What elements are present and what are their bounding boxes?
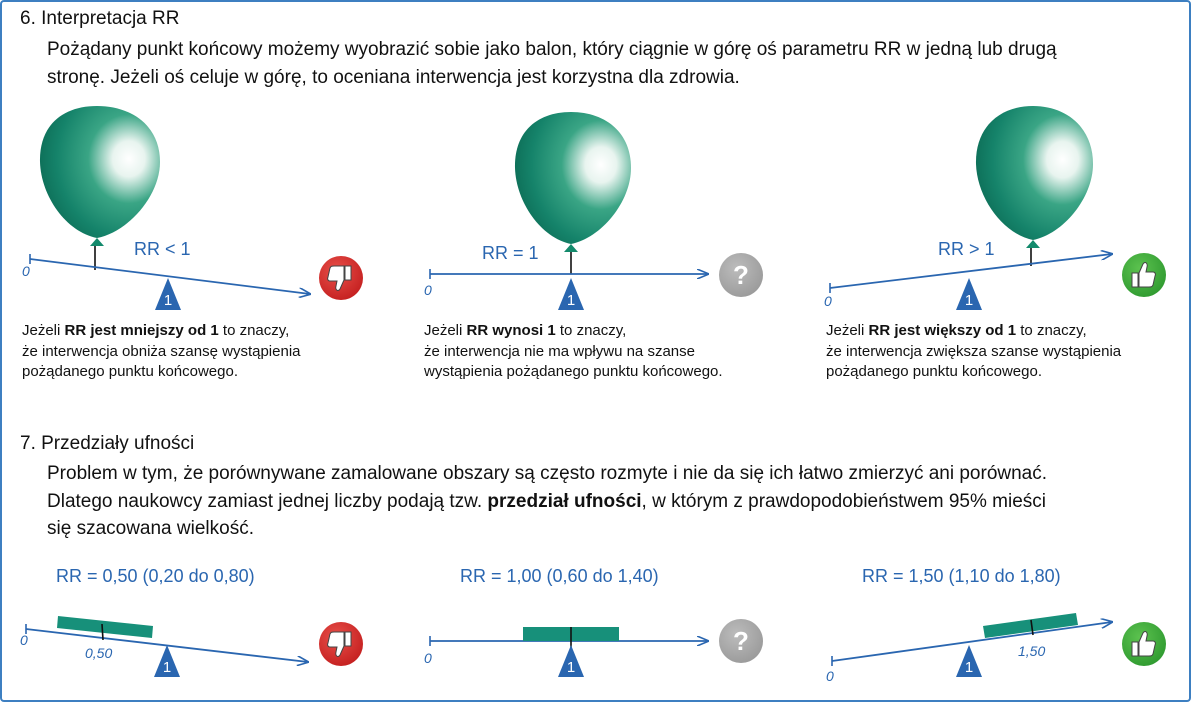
panel-rr-greater-than-1	[824, 106, 1166, 310]
section-7-line-1: Problem w tym, że porównywane zamalowane obszary są często rozmyte i nie da się ich łatwo zmierzyć ani porównać.	[47, 463, 1048, 484]
ci-panel-2	[424, 619, 763, 677]
fulcrum-label: 1	[964, 659, 974, 676]
section-6-line-1: Pożądany punkt końcowy możemy wyobrazić sobie jako balon, który ciągnie w górę oś parametru RR w jedną lub drugą	[47, 39, 1057, 60]
panel-rr-less-than-1	[22, 106, 363, 310]
rr-label: RR = 1	[482, 243, 539, 263]
thumbs-up-icon	[1122, 622, 1166, 666]
section-7-title: 7. Przedziały ufności	[20, 433, 195, 454]
thumbs-down-icon	[319, 622, 363, 666]
question-mark-icon	[719, 253, 763, 297]
fulcrum-label: 1	[566, 659, 576, 676]
thumbs-up-icon	[1122, 253, 1166, 297]
ci-panel-1	[20, 616, 363, 677]
section-6-line-2: stronę. Jeżeli oś celuje w górę, to oceniana interwencja jest korzystna dla zdrowia.	[47, 66, 740, 88]
point-estimate-label: 1,50	[1018, 643, 1046, 659]
section-6-title: 6. Interpretacja RR	[20, 8, 180, 29]
axis-zero-label: 0	[20, 632, 28, 648]
svg-text:?: ?	[733, 260, 749, 290]
svg-text:?: ?	[733, 626, 749, 656]
panel-rr-equals-1	[424, 112, 763, 310]
point-estimate-tick	[102, 624, 103, 640]
fulcrum-label: 1	[162, 659, 172, 676]
panel-1-description: Jeżeli RR jest mniejszy od 1 to znaczy, że interwencja obniża szansę wystąpienia pożądanego punktu końcowego.	[22, 322, 301, 380]
fulcrum-label: 1	[163, 292, 173, 309]
panel-2-description: Jeżeli RR wynosi 1 to znaczy, że interwencja nie ma wpływu na szanse wystąpienia pożądanego punktu końcowego.	[424, 322, 723, 380]
fulcrum-label: 1	[964, 292, 974, 309]
axis-zero-label: 0	[824, 293, 832, 309]
axis-zero-label: 0	[22, 263, 30, 279]
fulcrum-label: 1	[566, 292, 576, 309]
axis-zero-label: 0	[826, 668, 834, 684]
section-7-text	[47, 460, 1047, 543]
section-7-line-3: się szacowana wielkość.	[47, 518, 254, 539]
ci-panel-3	[826, 613, 1166, 684]
question-mark-icon	[719, 619, 763, 663]
ci-label-1: RR = 0,50 (0,20 do 0,80)	[56, 566, 255, 586]
ci-label-3: RR = 1,50 (1,10 do 1,80)	[862, 566, 1061, 586]
axis-zero-label: 0	[424, 650, 432, 666]
thumbs-down-icon	[319, 256, 363, 300]
rr-label: RR < 1	[134, 239, 191, 259]
rr-axis	[830, 254, 1112, 288]
section-7-line-2: Dlatego naukowcy zamiast jednej liczby podają tzw. przedział ufności, w którym z prawdopodobieństwem 95% mieści	[47, 490, 1046, 512]
point-estimate-label: 0,50	[85, 645, 113, 661]
panel-3-description: Jeżeli RR jest większy od 1 to znaczy, że interwencja zwiększa szanse wystąpienia pożądanego punktu końcowego.	[826, 322, 1122, 380]
axis-zero-label: 0	[424, 282, 432, 298]
rr-label: RR > 1	[938, 239, 995, 259]
ci-label-2: RR = 1,00 (0,60 do 1,40)	[460, 566, 659, 586]
